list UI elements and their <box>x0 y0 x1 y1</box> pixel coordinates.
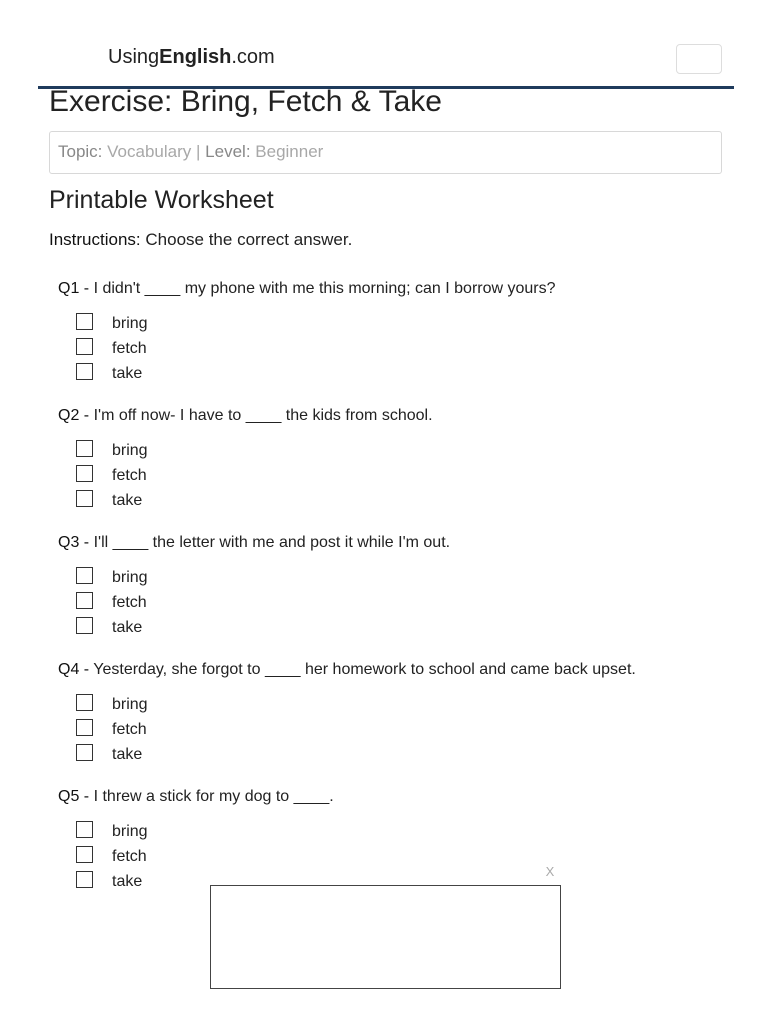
option-item[interactable] <box>58 336 738 361</box>
option-item[interactable] <box>58 438 738 463</box>
level-label: Level: <box>205 142 251 161</box>
meta-separator: | <box>196 142 201 161</box>
question-text <box>58 786 738 808</box>
option-checkbox[interactable] <box>76 363 93 380</box>
option-label: take <box>112 619 143 636</box>
topic-level-box <box>49 131 722 174</box>
option-label: bring <box>112 569 148 586</box>
menu-button[interactable] <box>676 44 722 74</box>
question-number: Q4 - <box>58 661 90 678</box>
level-value: Beginner <box>255 142 324 161</box>
question-number: Q2 - <box>58 407 90 424</box>
option-list <box>58 438 738 513</box>
question-text <box>58 278 738 300</box>
logo-suffix: .com <box>231 46 275 68</box>
option-label: bring <box>112 442 148 459</box>
question-number: Q5 - <box>58 788 90 805</box>
option-checkbox[interactable] <box>76 871 93 888</box>
question-prompt: I threw a stick for my dog to ____. <box>93 788 334 805</box>
option-item[interactable] <box>58 311 738 336</box>
option-label: bring <box>112 696 148 713</box>
ad-banner[interactable] <box>210 885 561 989</box>
option-item[interactable] <box>58 692 738 717</box>
option-label: take <box>112 746 143 763</box>
option-label: take <box>112 365 143 382</box>
option-item[interactable] <box>58 565 738 590</box>
option-label: bring <box>112 823 148 840</box>
instructions <box>49 230 352 250</box>
instructions-label: Instructions: <box>49 230 141 249</box>
question-4 <box>58 659 738 767</box>
question-number: Q1 - <box>58 280 90 297</box>
question-5 <box>58 786 738 894</box>
question-2 <box>58 405 738 513</box>
site-logo[interactable] <box>108 46 275 69</box>
option-item[interactable] <box>58 361 738 386</box>
option-label: fetch <box>112 467 147 484</box>
option-checkbox[interactable] <box>76 567 93 584</box>
question-number: Q3 - <box>58 534 90 551</box>
option-label: fetch <box>112 721 147 738</box>
option-label: take <box>112 492 143 509</box>
option-list <box>58 565 738 640</box>
option-checkbox[interactable] <box>76 846 93 863</box>
option-list <box>58 692 738 767</box>
option-item[interactable] <box>58 463 738 488</box>
option-checkbox[interactable] <box>76 617 93 634</box>
section-title: Printable Worksheet <box>49 186 274 214</box>
option-checkbox[interactable] <box>76 313 93 330</box>
option-item[interactable] <box>58 590 738 615</box>
option-checkbox[interactable] <box>76 338 93 355</box>
topic-value: Vocabulary <box>107 142 192 161</box>
option-checkbox[interactable] <box>76 744 93 761</box>
option-checkbox[interactable] <box>76 719 93 736</box>
option-label: take <box>112 873 143 890</box>
option-item[interactable] <box>58 615 738 640</box>
option-checkbox[interactable] <box>76 440 93 457</box>
option-item[interactable] <box>58 844 738 869</box>
option-checkbox[interactable] <box>76 821 93 838</box>
page-title: Exercise: Bring, Fetch & Take <box>49 85 442 118</box>
question-text <box>58 405 738 427</box>
question-text <box>58 659 738 681</box>
logo-prefix: Using <box>108 46 160 68</box>
ad-close-button[interactable]: X <box>530 860 570 884</box>
question-1 <box>58 278 738 386</box>
option-checkbox[interactable] <box>76 694 93 711</box>
option-list <box>58 819 738 894</box>
logo-bold: English <box>159 46 232 68</box>
option-checkbox[interactable] <box>76 465 93 482</box>
question-prompt: Yesterday, she forgot to ____ her homework to school and came back upset. <box>93 661 636 678</box>
question-text <box>58 532 738 554</box>
option-item[interactable] <box>58 488 738 513</box>
instructions-text: Choose the correct answer. <box>145 230 353 249</box>
option-list <box>58 311 738 386</box>
question-3 <box>58 532 738 640</box>
question-prompt: I'll ____ the letter with me and post it while I'm out. <box>93 534 451 551</box>
option-checkbox[interactable] <box>76 592 93 609</box>
question-prompt: I'm off now- I have to ____ the kids from school. <box>93 407 433 424</box>
option-item[interactable] <box>58 717 738 742</box>
option-item[interactable] <box>58 742 738 767</box>
option-item[interactable] <box>58 819 738 844</box>
option-label: fetch <box>112 594 147 611</box>
site-header <box>38 40 734 89</box>
topic-label: Topic: <box>58 142 103 161</box>
option-label: fetch <box>112 340 147 357</box>
option-checkbox[interactable] <box>76 490 93 507</box>
option-label: bring <box>112 315 148 332</box>
option-label: fetch <box>112 848 147 865</box>
question-prompt: I didn't ____ my phone with me this morning; can I borrow yours? <box>93 280 556 297</box>
